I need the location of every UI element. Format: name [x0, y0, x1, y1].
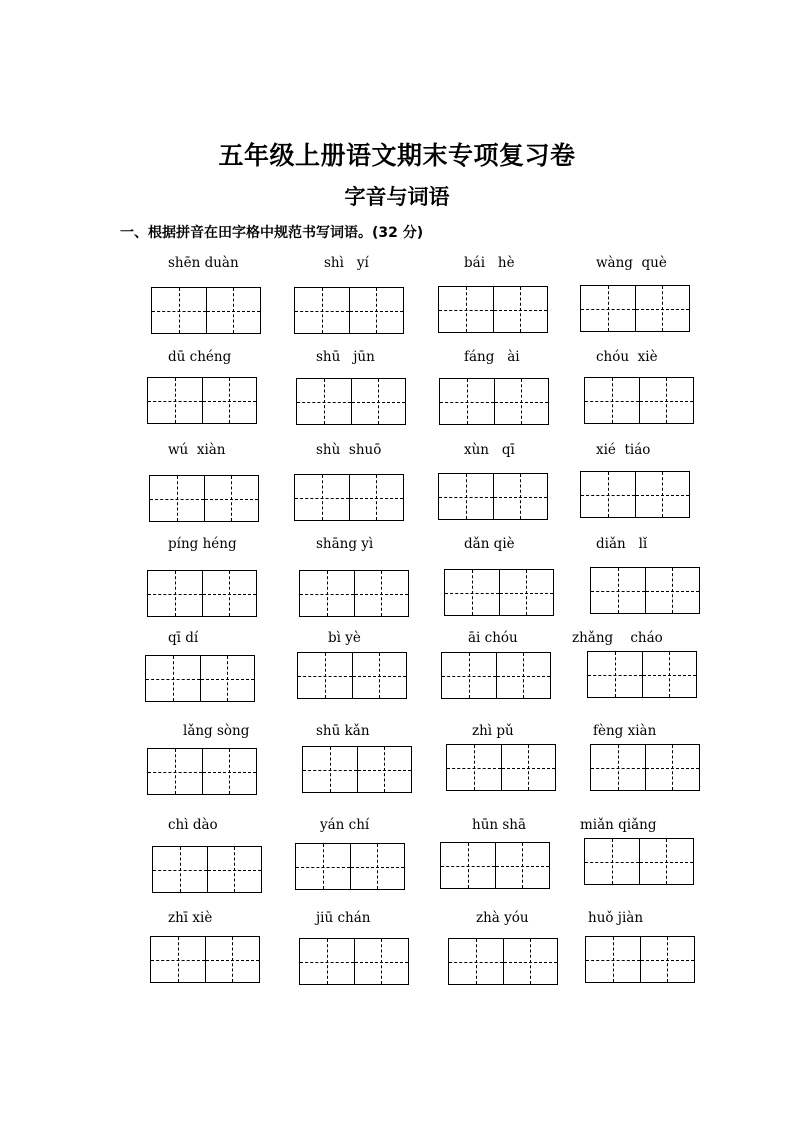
tianzige-box[interactable]	[438, 286, 548, 333]
tianzige-box[interactable]	[440, 842, 550, 889]
tianzige-box[interactable]	[147, 570, 257, 617]
pinyin-label: shì yí	[324, 255, 369, 271]
pinyin-label: shū jūn	[316, 349, 375, 365]
tianzige-cell[interactable]	[585, 378, 639, 423]
page-title: 五年级上册语文期末专项复习卷	[218, 141, 576, 170]
tianzige-cell[interactable]	[635, 472, 690, 517]
tianzige-box[interactable]	[147, 377, 257, 424]
pinyin-label: qī dí	[168, 630, 199, 646]
pinyin-label: chóu xiè	[596, 349, 658, 365]
tianzige-cell[interactable]	[591, 568, 645, 613]
pinyin-label: bái hè	[464, 255, 515, 271]
tianzige-box[interactable]	[147, 748, 257, 795]
tianzige-cell[interactable]	[202, 749, 257, 794]
tianzige-cell[interactable]	[354, 939, 409, 984]
pinyin-label: zhà yóu	[476, 910, 529, 926]
tianzige-cell[interactable]	[352, 653, 407, 698]
tianzige-cell[interactable]	[439, 474, 493, 519]
pinyin-label: zhī xiè	[168, 910, 213, 926]
pinyin-label: fèng xiàn	[593, 723, 657, 739]
tianzige-box[interactable]	[590, 567, 700, 614]
tianzige-cell[interactable]	[493, 287, 548, 332]
pinyin-label: xié tiáo	[596, 442, 651, 458]
tianzige-box[interactable]	[438, 473, 548, 520]
tianzige-box[interactable]	[439, 378, 549, 425]
tianzige-cell[interactable]	[645, 568, 700, 613]
tianzige-box[interactable]	[446, 744, 556, 791]
pinyin-label: bì yè	[328, 630, 361, 646]
tianzige-box[interactable]	[294, 287, 404, 334]
tianzige-cell[interactable]	[642, 652, 697, 697]
tianzige-cell[interactable]	[351, 379, 406, 424]
tianzige-cell[interactable]	[148, 749, 202, 794]
page-subtitle: 字音与词语	[344, 185, 450, 209]
pinyin-label: dū chéng	[168, 349, 232, 365]
tianzige-box[interactable]	[444, 569, 554, 616]
tianzige-cell[interactable]	[200, 656, 255, 701]
tianzige-cell[interactable]	[588, 652, 642, 697]
pinyin-label: āi chóu	[468, 630, 518, 646]
tianzige-cell[interactable]	[445, 570, 499, 615]
pinyin-label: jiū chán	[316, 910, 371, 926]
tianzige-box[interactable]	[150, 936, 260, 983]
tianzige-box[interactable]	[149, 475, 259, 522]
tianzige-cell[interactable]	[439, 287, 493, 332]
tianzige-cell[interactable]	[204, 476, 259, 521]
pinyin-label: zhǎng cháo	[572, 630, 663, 646]
pinyin-label: hūn shā	[472, 817, 527, 833]
pinyin-label: wàng què	[596, 255, 667, 271]
tianzige-cell[interactable]	[295, 475, 349, 520]
tianzige-cell[interactable]	[350, 844, 405, 889]
pinyin-label: diǎn lǐ	[596, 536, 648, 552]
tianzige-cell[interactable]	[645, 745, 700, 790]
tianzige-cell[interactable]	[300, 939, 354, 984]
tianzige-cell[interactable]	[206, 288, 261, 333]
tianzige-cell[interactable]	[585, 839, 639, 884]
tianzige-box[interactable]	[294, 474, 404, 521]
tianzige-box[interactable]	[590, 744, 700, 791]
tianzige-cell[interactable]	[153, 847, 207, 892]
tianzige-box[interactable]	[448, 938, 558, 985]
tianzige-cell[interactable]	[148, 571, 202, 616]
tianzige-cell[interactable]	[297, 379, 351, 424]
tianzige-box[interactable]	[441, 652, 551, 699]
tianzige-cell[interactable]	[298, 653, 352, 698]
tianzige-box[interactable]	[145, 655, 255, 702]
tianzige-cell[interactable]	[591, 745, 645, 790]
pinyin-label: wú xiàn	[168, 442, 226, 458]
tianzige-cell[interactable]	[150, 476, 204, 521]
tianzige-cell[interactable]	[296, 844, 350, 889]
pinyin-label: shù shuō	[316, 442, 382, 458]
pinyin-label: chì dào	[168, 817, 218, 833]
tianzige-cell[interactable]	[586, 937, 640, 982]
tianzige-box[interactable]	[295, 843, 405, 890]
pinyin-label: fáng ài	[464, 349, 520, 365]
tianzige-cell[interactable]	[202, 378, 257, 423]
pinyin-label: huǒ jiàn	[588, 910, 644, 926]
tianzige-cell[interactable]	[447, 745, 501, 790]
tianzige-cell[interactable]	[581, 472, 635, 517]
tianzige-cell[interactable]	[635, 286, 690, 331]
tianzige-cell[interactable]	[442, 653, 496, 698]
tianzige-box[interactable]	[587, 651, 697, 698]
tianzige-box[interactable]	[585, 936, 695, 983]
pinyin-label: shēn duàn	[168, 255, 239, 271]
tianzige-cell[interactable]	[496, 653, 551, 698]
tianzige-cell[interactable]	[303, 747, 357, 792]
tianzige-cell[interactable]	[503, 939, 558, 984]
tianzige-cell[interactable]	[205, 937, 260, 982]
pinyin-label: píng héng	[168, 536, 237, 552]
tianzige-cell[interactable]	[639, 378, 694, 423]
tianzige-cell[interactable]	[349, 475, 404, 520]
tianzige-box[interactable]	[580, 471, 690, 518]
tianzige-cell[interactable]	[202, 571, 257, 616]
tianzige-box[interactable]	[580, 285, 690, 332]
pinyin-label: lǎng sòng	[183, 723, 250, 739]
tianzige-cell[interactable]	[300, 571, 354, 616]
tianzige-box[interactable]	[584, 838, 694, 885]
tianzige-box[interactable]	[297, 652, 407, 699]
tianzige-cell[interactable]	[357, 747, 412, 792]
tianzige-box[interactable]	[152, 846, 262, 893]
tianzige-cell[interactable]	[440, 379, 494, 424]
tianzige-cell[interactable]	[146, 656, 200, 701]
tianzige-box[interactable]	[584, 377, 694, 424]
tianzige-cell[interactable]	[639, 839, 694, 884]
tianzige-box[interactable]	[299, 938, 409, 985]
pinyin-label: shāng yì	[316, 536, 374, 552]
pinyin-label: shū kǎn	[316, 723, 370, 739]
tianzige-cell[interactable]	[148, 378, 202, 423]
tianzige-box[interactable]	[299, 570, 409, 617]
tianzige-cell[interactable]	[499, 570, 554, 615]
tianzige-cell[interactable]	[349, 288, 404, 333]
tianzige-cell[interactable]	[354, 571, 409, 616]
tianzige-box[interactable]	[151, 287, 261, 334]
tianzige-cell[interactable]	[493, 474, 548, 519]
pinyin-label: yán chí	[320, 817, 370, 833]
tianzige-box[interactable]	[296, 378, 406, 425]
pinyin-label: xùn qī	[464, 442, 515, 458]
tianzige-cell[interactable]	[495, 843, 550, 888]
tianzige-cell[interactable]	[581, 286, 635, 331]
tianzige-cell[interactable]	[152, 288, 206, 333]
section-instruction: 一、根据拼音在田字格中规范书写词语。(32 分)	[120, 225, 424, 241]
pinyin-label: miǎn qiǎng	[580, 817, 657, 833]
tianzige-box[interactable]	[302, 746, 412, 793]
tianzige-cell[interactable]	[494, 379, 549, 424]
tianzige-cell[interactable]	[295, 288, 349, 333]
tianzige-cell[interactable]	[640, 937, 695, 982]
tianzige-cell[interactable]	[151, 937, 205, 982]
tianzige-cell[interactable]	[501, 745, 556, 790]
pinyin-label: dǎn qiè	[464, 536, 515, 552]
tianzige-cell[interactable]	[207, 847, 262, 892]
tianzige-cell[interactable]	[449, 939, 503, 984]
pinyin-label: zhì pǔ	[472, 723, 514, 739]
tianzige-cell[interactable]	[441, 843, 495, 888]
